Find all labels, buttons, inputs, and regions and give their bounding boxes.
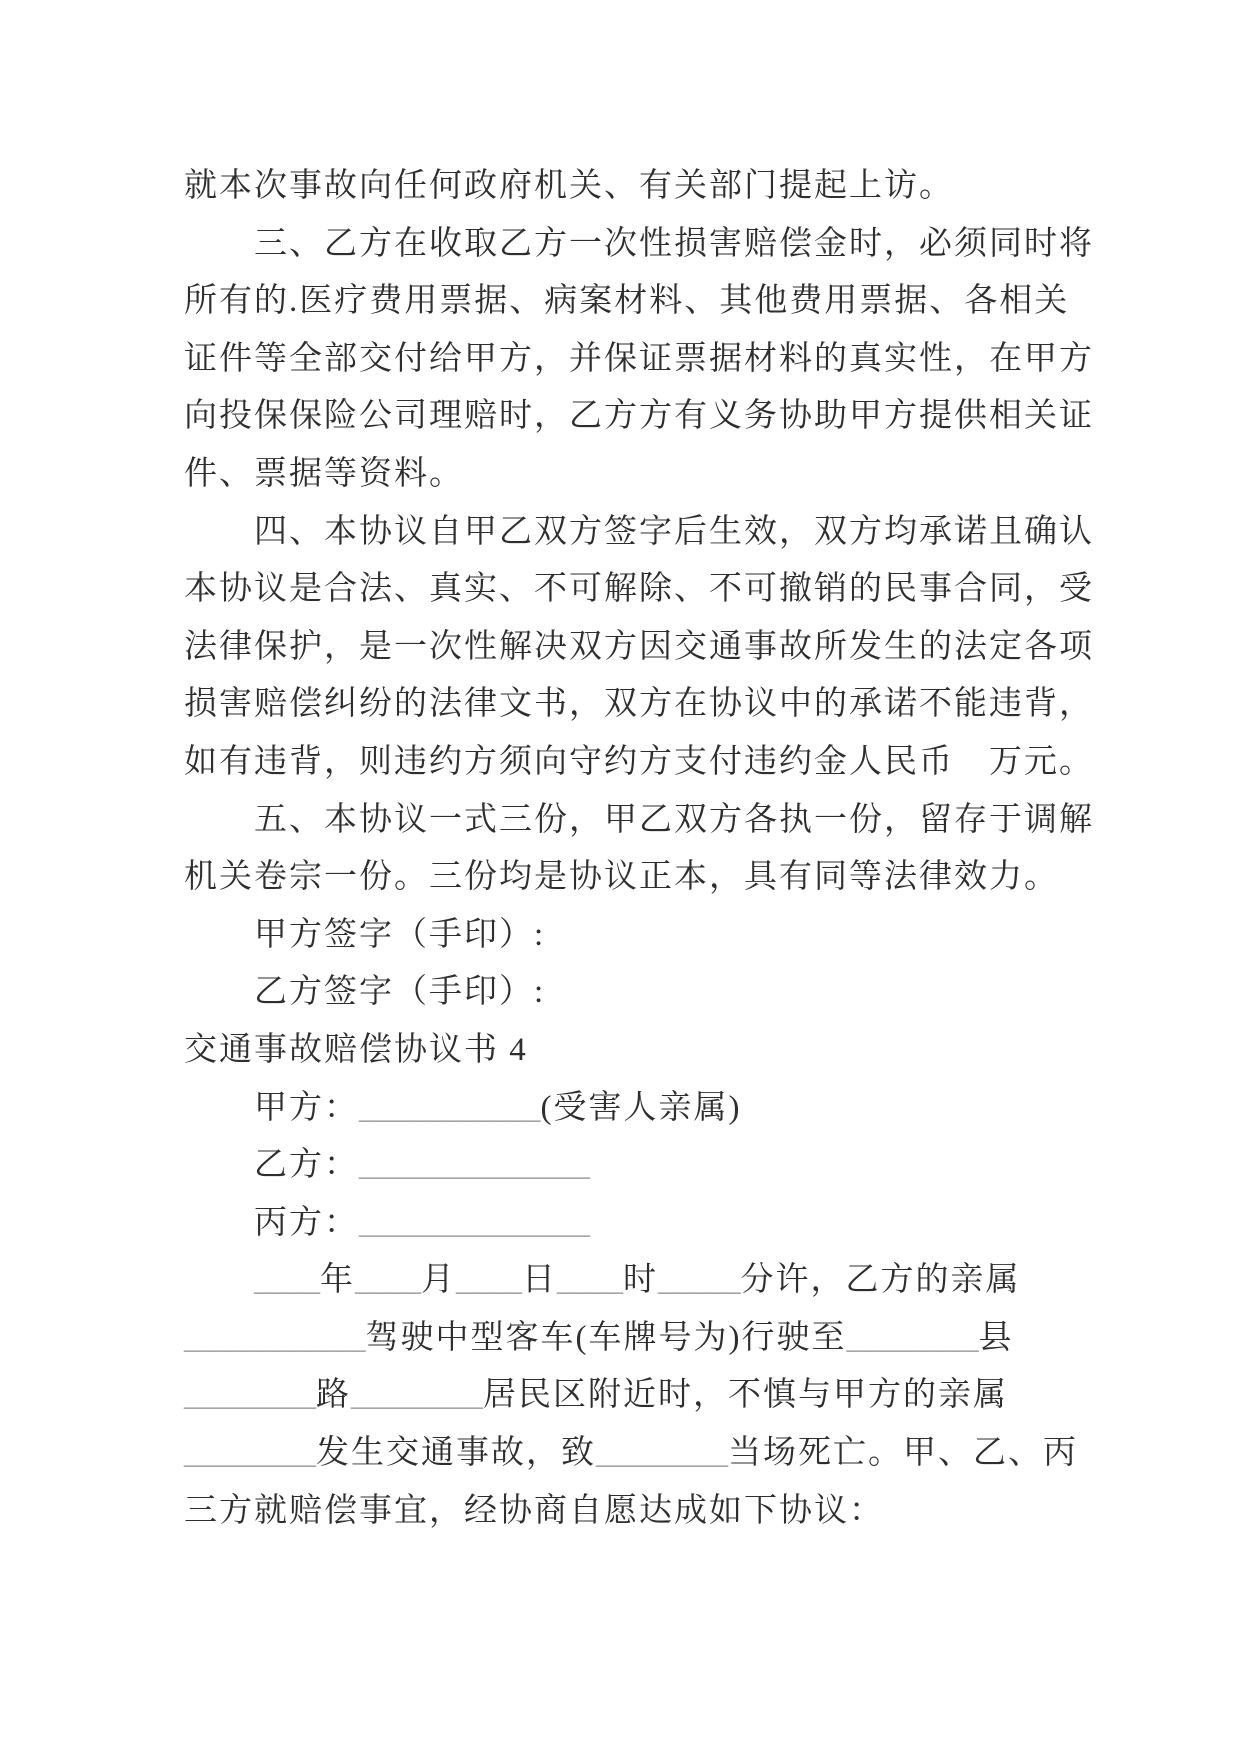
text-run: 向投保保险公司理赔时，乙方方有义务协助甲方提供相关证 [184, 398, 1094, 435]
text-run: 乙方签字（手印）: [254, 974, 546, 1011]
text-run: 损害赔偿纠纷的法律文书，双方在协议中的承诺不能违背， [184, 686, 1094, 723]
text-run: 当场死亡。甲、乙、丙 [728, 1435, 1078, 1472]
document-line [184, 792, 1164, 850]
document-line [184, 734, 1164, 792]
document-line [184, 504, 1164, 562]
document-line [184, 1080, 1164, 1138]
text-run: 年 [320, 1262, 355, 1299]
text-run: 三方就赔偿事宜，经协商自愿达成如下协议： [184, 1492, 884, 1529]
text-run: 月 [421, 1262, 456, 1299]
document-line [184, 1137, 1164, 1195]
document-line [184, 1483, 1164, 1541]
text-run: 时 [623, 1262, 658, 1299]
text-run: 四、本协议自甲乙双方签字后生效，双方均承诺且确认 [254, 513, 1094, 550]
text-run: 就本次事故向任何政府机关、有关部门提起上访。 [184, 168, 954, 204]
blank-underline: ___________ [359, 1089, 541, 1126]
text-run: (受害人亲属) [540, 1089, 742, 1126]
document-line [184, 1425, 1164, 1483]
text-run: 法律保护，是一次性解决双方因交通事故所发生的法定各项 [184, 628, 1094, 665]
text-run: 所有的.医疗费用票据、病案材料、其他费用票据、各相关 [184, 283, 1070, 320]
text-run: 交通事故赔偿协议书 4 [184, 1031, 528, 1068]
text-run: 机关卷宗一份。三份均是协议正本，具有同等法律效力。 [184, 859, 1059, 896]
blank-underline: ____ [557, 1262, 623, 1299]
document-line [184, 1310, 1164, 1368]
text-run: 件、票据等资料。 [184, 455, 464, 492]
blank-underline: ________ [184, 1435, 316, 1472]
blank-underline: ____ [456, 1262, 522, 1299]
document-line [184, 907, 1164, 965]
blank-underline: ________ [351, 1377, 483, 1414]
document-line [184, 849, 1164, 907]
document-line [184, 216, 1164, 274]
blank-underline: ______________ [359, 1147, 590, 1184]
text-run: 县 [978, 1319, 1014, 1356]
document-line [184, 676, 1164, 734]
text-run: 丙方： [254, 1204, 359, 1241]
text-run: 证件等全部交付给甲方，并保证票据材料的真实性，在甲方 [184, 340, 1094, 377]
blank-underline: ___________ [184, 1319, 366, 1356]
document-line [184, 388, 1164, 446]
text-run: 乙方： [254, 1147, 359, 1184]
blank-underline: ________ [596, 1435, 728, 1472]
text-run: 甲方： [254, 1089, 359, 1126]
document-line [184, 1367, 1164, 1425]
text-run: 发生交通事故，致 [316, 1435, 596, 1472]
blank-underline: ____ [254, 1262, 320, 1299]
text-run: 五、本协议一式三份，甲乙双方各执一份，留存于调解 [254, 801, 1094, 838]
text-run: 日 [522, 1262, 557, 1299]
document-line [184, 158, 1164, 216]
document-line [184, 561, 1164, 619]
document-line [184, 331, 1164, 389]
document-line [184, 1195, 1164, 1253]
document-line [184, 273, 1164, 331]
blank-underline: ________ [184, 1377, 316, 1414]
blank-underline: ____ [355, 1262, 421, 1299]
text-run: 路 [316, 1377, 351, 1414]
blank-underline: ______________ [359, 1204, 590, 1241]
text-run: 分许，乙方的亲属 [740, 1262, 1021, 1299]
text-run: 驾驶中型客车(车牌号为)行驶至 [365, 1319, 847, 1356]
text-run: 居民区附近时，不慎与甲方的亲属 [483, 1377, 1008, 1414]
text-run: 甲方签字（手印）: [254, 916, 546, 953]
document-line [184, 619, 1164, 677]
document-body [184, 158, 1164, 1540]
document-line [184, 964, 1164, 1022]
text-run: 如有违背，则违约方须向守约方支付违约金人民币 万元。 [184, 743, 1094, 780]
blank-underline: _____ [658, 1262, 741, 1299]
blank-underline: ________ [846, 1319, 979, 1356]
document-line [184, 1022, 1164, 1080]
document-line [184, 1252, 1164, 1310]
text-run: 本协议是合法、真实、不可解除、不可撤销的民事合同，受 [184, 571, 1094, 608]
text-run: 三、乙方在收取乙方一次性损害赔偿金时，必须同时将 [254, 225, 1094, 262]
document-line [184, 446, 1164, 504]
